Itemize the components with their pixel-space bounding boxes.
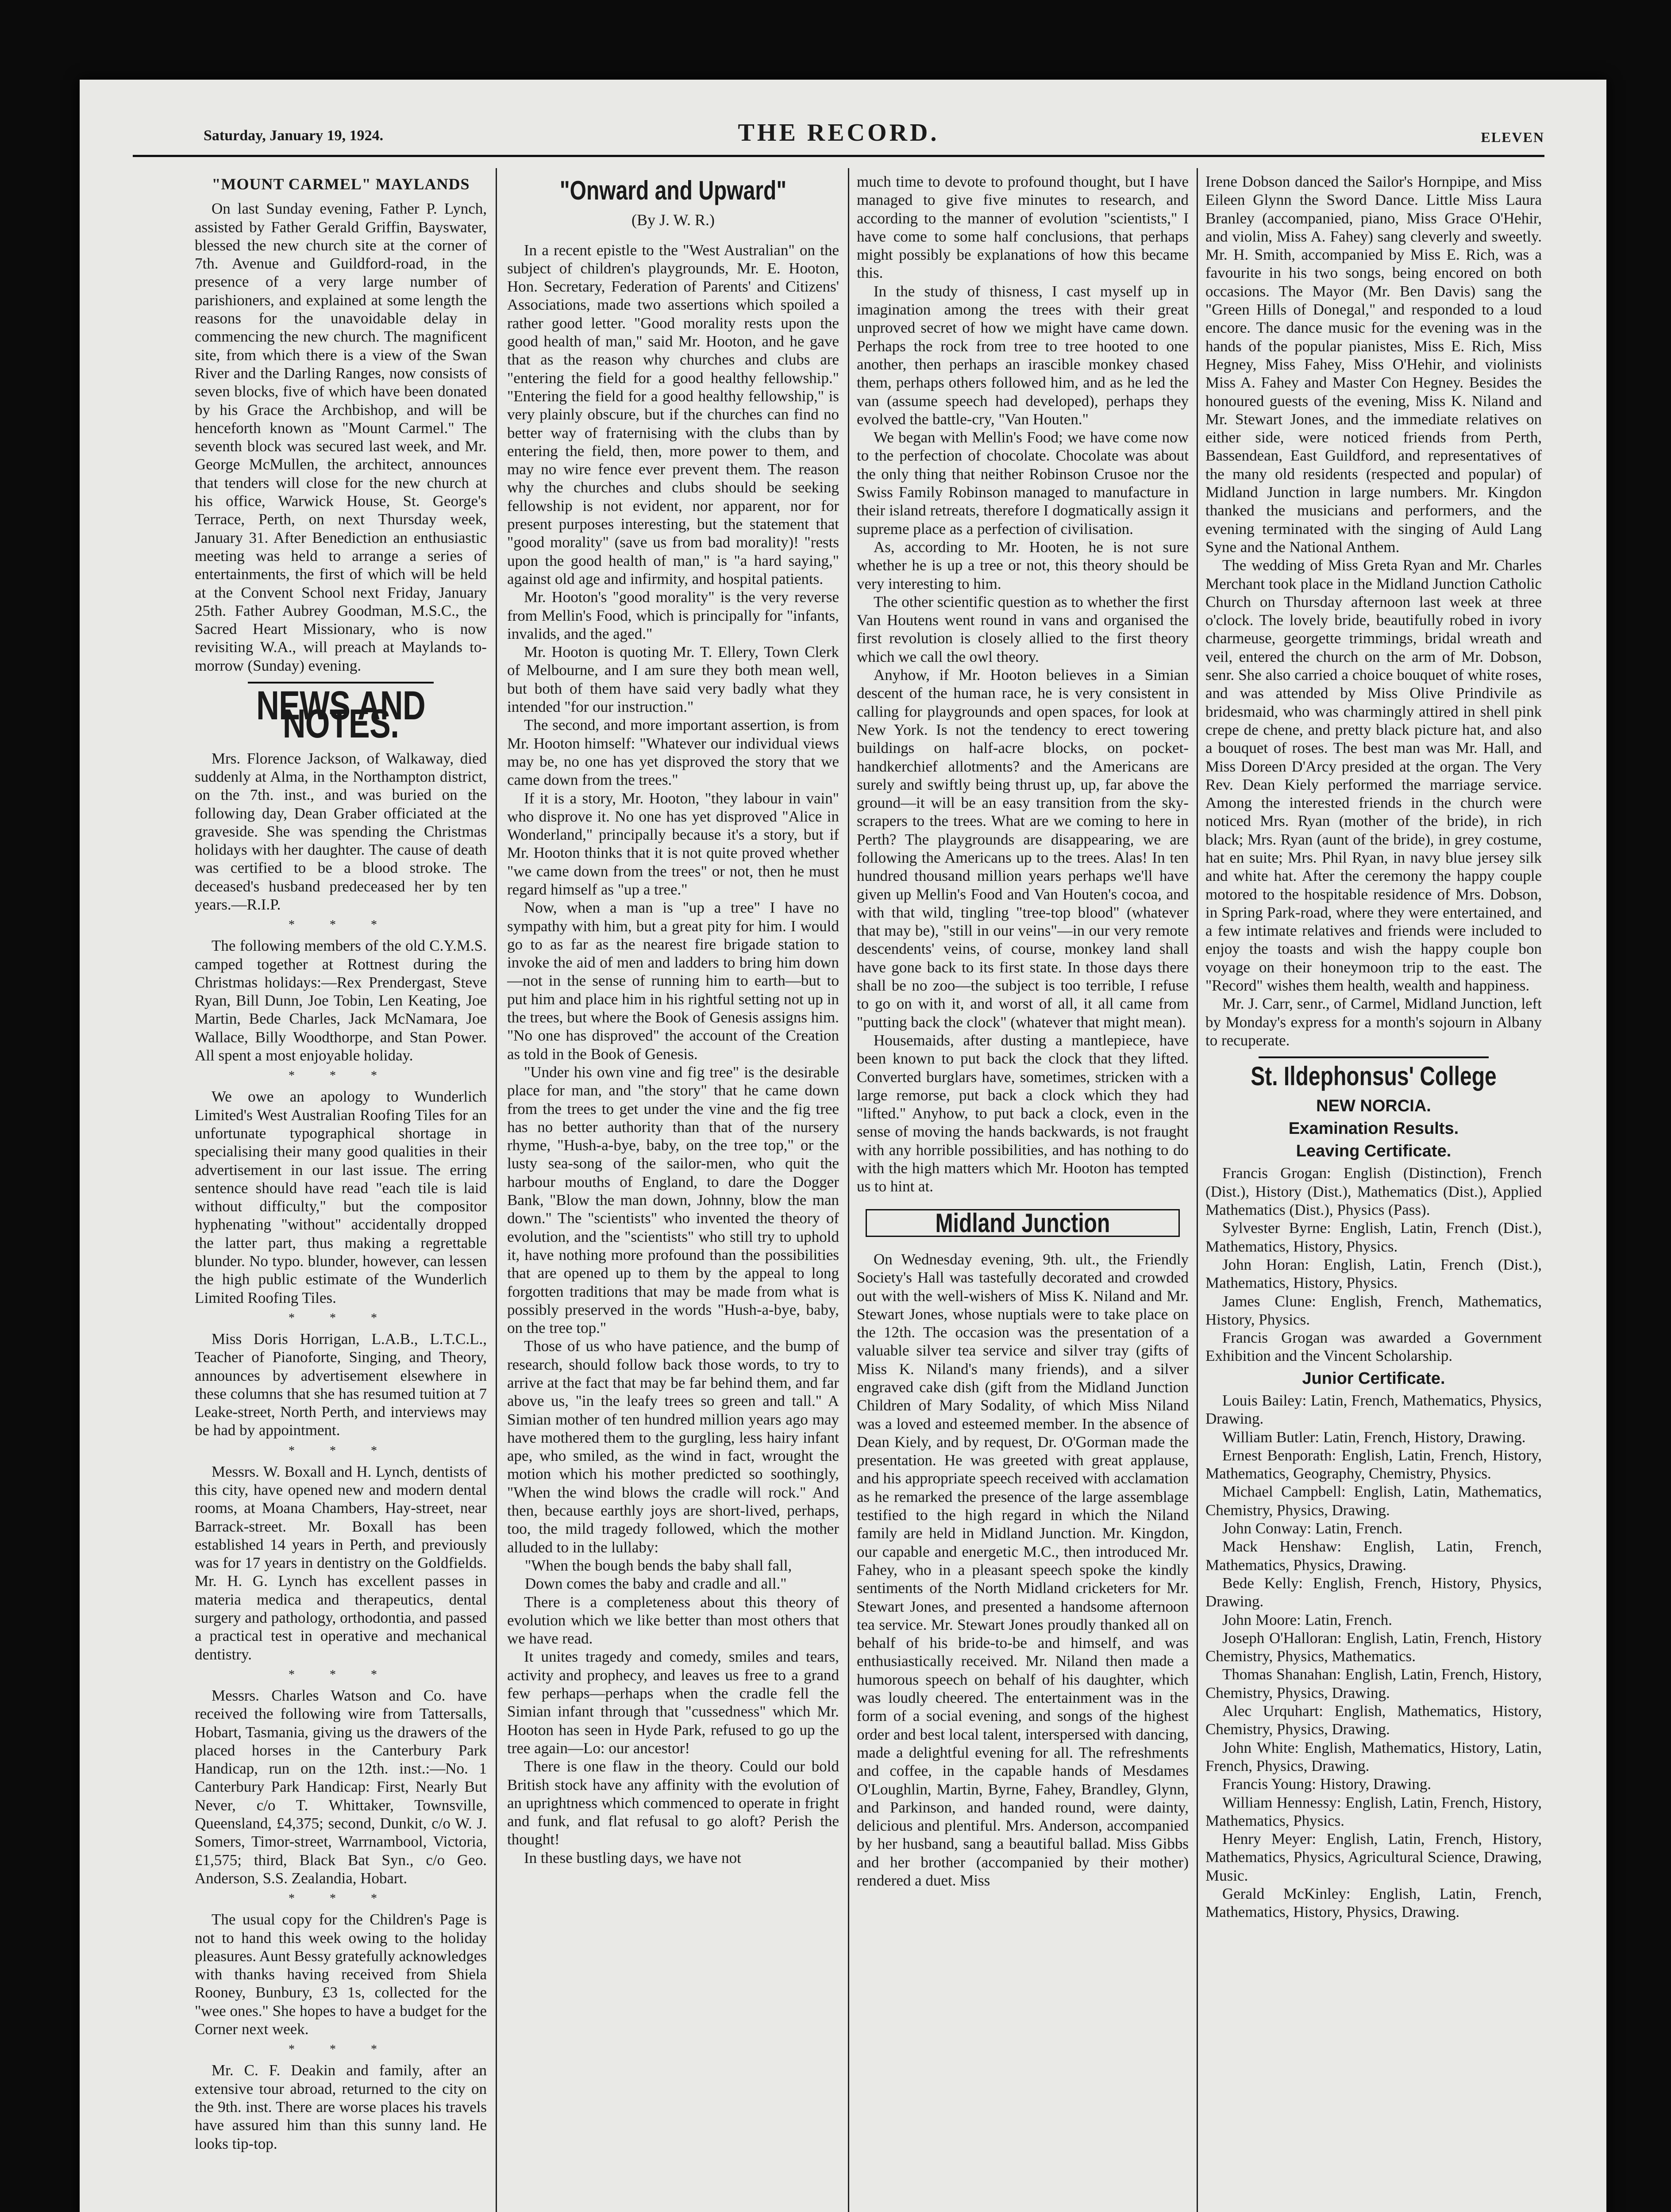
result-entry: Alec Urquhart: English, Mathematics, History, Chemistry, Physics, Drawing. [1205, 1702, 1542, 1738]
result-entry: James Clune: English, French, Mathematics, History, Physics. [1205, 1292, 1542, 1328]
column-3 [857, 173, 1189, 1889]
result-entry: Thomas Shanahan: English, Latin, French, History, Chemistry, Physics, Drawing. [1205, 1666, 1542, 1701]
article-paragraph: Mr. Hooton's "good morality" is the very reverse from Mellin's Food, which is principally for "infants, invalids, and the aged." [507, 588, 839, 642]
masthead [133, 119, 1544, 154]
column-1 [195, 173, 487, 2153]
verse-line: Down comes the baby and cradle and all." [525, 1575, 787, 1593]
column-divider [496, 168, 497, 2212]
article-paragraph: "Under his own vine and fig tree" is the desirable place for man, and "the story" that he came down from the trees to get under the vine and the fig tree has no better authority than that of the nursery rhyme, "Hush-a-bye, baby, on the tree top," or the lusty sea-song of the sailor-men, who quit the harbour mouths of England, to dare the Dogger Bank, "Blow the man down, Johnny, blow the man down." The "scientists" who invented the theory of evolution, and the "scientists" who still try to uphold it, have nothing more profound than the possibilities that are opened up to them by the appeal to long forgotten traditions that may be made from what is possibly preserved in the words "Hush-a-bye, baby, on the tree top." [507, 1063, 839, 1337]
article-paragraph: We began with Mellin's Food; we have come now to the perfection of chocolate. Chocolate was about the only thing that neither Robinson Crusoe nor the Swiss Family Robinson managed to manufacture in their island retreats, therefore I dogmatically assign it supreme place as a perfection of civilisation. [857, 429, 1189, 538]
article-heading-onward-and-upward: "Onward and Upward" [559, 176, 787, 205]
result-entry: John Moore: Latin, French. [1222, 1611, 1392, 1628]
result-entry: Francis Young: History, Drawing. [1222, 1775, 1432, 1793]
newspaper-title: THE RECORD. [738, 119, 939, 146]
article-paragraph: The other scientific question as to whether the first Van Houtens went round in vans and organised the first revolution is closely allied to the first theory which we call the owl theory. [857, 593, 1189, 665]
news-item: Mrs. Florence Jackson, of Walkaway, died suddenly at Alma, in the Northampton district, on the 7th. inst., and was buried on the following day, Dean Graber officiated at the graveside. She was spending the Christmas holidays with her daughter. The cause of death was certified to be a blood stroke. The deceased's husband predeceased her by ten years.—R.I.P. [195, 749, 487, 913]
article-paragraph: In these bustling days, we have not [524, 1849, 741, 1866]
issue-date: Saturday, January 19, 1924. [204, 127, 384, 144]
result-entry: John Conway: Latin, French. [1222, 1520, 1403, 1537]
separator-stars: * * * [289, 1444, 393, 1458]
column-4 [1205, 173, 1542, 1921]
article-paragraph: In a recent epistle to the "West Australian" on the subject of children's playgrounds, Mr. E. Hooton, Hon. Secretary, Federation of Parents' and Citizens' Associations, made two assertions which spoiled a rather good letter. "Good morality rests upon the good health of man," said Mr. Hooton, and he gave that as the reason why churches and clubs are "entering the field for a good healthy fellowship." "Entering the field for a good healthy fellowship," is very plainly obscure, but if the churches can find no better way of fraternising with the clubs than by entering the field, then, more power to them, and may no wire fence ever prevent them. The reason why the churches and clubs should be seeking fellowship is not evident, nor apparent, nor for present purposes interesting, but the statement that "good morality" (save us from bad morality)! "rests upon the good health of man," is "a hard saying," against old age and infirmity, and hospital patients. [507, 241, 839, 588]
article-paragraph: On Wednesday evening, 9th. ult., the Friendly Society's Hall was tastefully decorated and crowded out with the well-wishers of Miss K. Niland and Mr. Stewart Jones, whose nuptials were to take place on the 12th. The occasion was the presentation of a valuable silver tea service and silver tray (gifts of Miss K. Niland's many friends), and a silver engraved cake dish (gift from the Midland Junction Children of Mary Sodality, of which Miss Niland was a loved and esteemed member. In the absence of Dean Kiely, and by request, Dr. O'Gorman made the presentation. He was greeted with great applause, and his appropriate speech received with acclamation as he remarked the presence of the large assemblage testified to the high regard in which the Niland family are held in Midland Junction. Mr. Kingdon, our capable and energetic M.C., then introduced Mr. Fahey, who in a pleasant speech spoke the kindly sentiments of the North Midland cricketers for Mr. Stewart Jones, and presented a handsome afternoon tea service. Mr. Stewart Jones proudly thanked all on behalf of his bride-to-be and himself, and was enthusiastically received. Mr. Niland then made a humorous speech on behalf of his daughter, which was loudly cheered. The entertainment was in the form of a social evening, and songs of the highest order and best local talent, interspersed with dancing, made a delightful evening for all. The refreshments and coffee, in the capable hands of Mesdames O'Loughlin, Martin, Byrne, Fahey, Brandley, Glynn, and Parkinson, and handed round, were dainty, delicious and plentiful. Mrs. Anderson, accompanied by her husband, sang a beautiful ballad. Miss Gibbs and her brother (accompanied by their mother) rendered a duet. Miss [857, 1250, 1189, 1889]
article-paragraph: Mr. Hooton is quoting Mr. T. Ellery, Town Clerk of Melbourne, and I am sure they both mean well, but both of them have said very badly what they intended "for our instruction." [507, 643, 839, 716]
result-entry: William Butler: Latin, French, History, Drawing. [1222, 1428, 1526, 1446]
article-paragraph: Those of us who have patience, and the bump of research, should follow back those words, to try to arrive at the fact that may be far behind them, and far above us, "in the leafy trees so green and tall." A Simian mother of ten hundred million years ago may have mothered them to the gurgling, less hairy infant ape, who smiled, as the wind in fact, wrought the motion which his mother predicted so soothingly, "When the wind blows the cradle will rock." And then, because earthly joys are short-lived, perhaps, too, the mild tragedy followed, which the mother alluded to in the lullaby: [507, 1337, 839, 1556]
result-entry: Mack Henshaw: English, Latin, French, Mathematics, Physics, Drawing. [1205, 1538, 1542, 1574]
article-heading-midland-junction: Midland Junction [935, 1208, 1110, 1238]
result-entry: William Hennessy: English, Latin, French, History, Mathematics, Physics. [1205, 1793, 1542, 1829]
separator-stars: * * * [289, 1667, 393, 1682]
article-heading-mount-carmel: "MOUNT CARMEL" MAYLANDS [212, 175, 470, 193]
verse-line: "When the bough bends the baby shall fall, [525, 1556, 792, 1574]
article-byline: (By J. W. R.) [631, 211, 715, 229]
result-entry: Sylvester Byrne: English, Latin, French (Dist.), Mathematics, History, Physics. [1205, 1219, 1542, 1255]
result-entry: Henry Meyer: English, Latin, French, History, Mathematics, Physics, Agricultural Science, Drawing, Music. [1205, 1830, 1542, 1884]
subheading-location: NEW NORCIA. [1316, 1096, 1431, 1115]
result-entry: Joseph O'Halloran: English, Latin, French, History Chemistry, Physics, Mathematics. [1205, 1629, 1542, 1665]
separator-stars: * * * [289, 1892, 393, 1906]
news-item: The usual copy for the Children's Page is not to hand this week owing to the holiday pleasures. Aunt Bessy gratefully acknowledges with thanks having received from Shiela Rooney, Bunbury, £3 1s, collected for the "wee ones." She hopes to have a budget for the Corner next week. [195, 1911, 487, 2038]
news-item: Miss Doris Horrigan, L.A.B., L.T.C.L., Teacher of Pianoforte, Singing, and Theory, announces by advertisement elsewhere in these columns that she has resumed tuition at 7 Leake-street, North Perth, and interviews may be had by appointment. [195, 1330, 487, 1439]
subheading-leaving-certificate: Leaving Certificate. [1296, 1142, 1452, 1161]
news-item: Messrs. W. Boxall and H. Lynch, dentists of this city, have opened new and modern dental rooms, at Moana Chambers, Hay-street, near Barrack-street. Mr. Boxall has been established 14 years in Perth, and previously was for 17 years in dentistry on the Goldfields. Mr. H. G. Lynch has excellent passes in materia medica and therapeutics, dental surgery and pathology, orthodontia, and passed a practical test in operative and mechanical dentistry. [195, 1463, 487, 1663]
news-item: Mr. C. F. Deakin and family, after an extensive tour abroad, returned to the city on the 9th. inst. There are worse places his travels have assured him than this sunny land. He looks tip-top. [195, 2062, 487, 2152]
article-paragraph: If it is a story, Mr. Hooton, "they labour in vain" who disprove it. No one has yet disproved "Alice in Wonderland," principally because it's a story, but if Mr. Hooton thinks that it is not quite proved whether "we came down from the trees" or not, then he must regard himself as "up a tree." [507, 789, 839, 898]
separator-stars: * * * [289, 1069, 393, 1083]
article-paragraph: There is a completeness about this theory of evolution which we like better than most others that we have read. [507, 1593, 839, 1647]
heading-box [866, 1209, 1180, 1237]
result-entry: John White: English, Mathematics, History, Latin, French, Physics, Drawing. [1205, 1739, 1542, 1774]
article-paragraph: Anyhow, if Mr. Hooton believes in a Simian descent of the human race, he is very consistent in calling for playgrounds and open spaces, for look at New York. Is not the tendency to erect towering buildings on half-acre blocks, on pocket-handkerchief allotments? and the Americans are surely and swiftly being thrust up, up, far above the ground—it will be an easy transition from the sky-scrapers to the trees. What are we coming to here in Perth? The playgrounds are disappearing, we are following the Americans up to the trees. Alas! In ten hundred thousand million years perhaps we'll have given up Mellin's Food and Van Houten's cocoa, and with that wild, tingling "tree-top blood" (whatever that may be), "still in our veins"—in our very remote descendents' veins, of course, monkey land shall have gone back to its first state. In those days there shall be no zoo—the subject is too terrible, I refuse to go on with it, and worst of all, it all came from "putting back the clock" (whatever that might mean). [857, 666, 1189, 1031]
subheading-junior-certificate: Junior Certificate. [1302, 1369, 1445, 1388]
result-entry: Gerald McKinley: English, Latin, French, Mathematics, History, Physics, Drawing. [1205, 1885, 1542, 1921]
article-paragraph: Now, when a man is "up a tree" I have no sympathy with him, but a great pity for him. I would go to as far as the nearest fire brigade station to invoke the aid of men and ladders to bring him down—not in the sense of running him to earth—but to put him and place him in his rightful setting not up in the trees, but where the Book of Genesis assigns him. "No one has disproved" the account of the Creation as told in the Book of Genesis. [507, 899, 839, 1063]
article-paragraph: In the study of thisness, I cast myself up in imagination among the trees with their great unproved secret of how we might have came down. Perhaps the rock from tree to tree hooted to one another, then perhaps an irascible monkey chased them, perhaps others followed him, and as he led the van (assume speech had developed), perhaps they evolved the battle-cry, "Van Houten." [857, 282, 1189, 428]
separator-stars: * * * [289, 918, 393, 932]
separator-stars: * * * [289, 1311, 393, 1325]
article-paragraph: Housemaids, after dusting a mantlepiece, have been known to put back the clock that they lifted. Converted burglars have, sometimes, stricken with a large remorse, put back a clock which they had "lifted." Anyhow, to put back a clock, even in the sense of moving the hands backwards, is not fraught with any horrible possibilities, and has nothing to do with the high matters which Mr. Hooton has tempted us to hint at. [857, 1031, 1189, 1195]
article-paragraph: much time to devote to profound thought, but I have managed to give five minutes to research, and according to the manner of evolution "scientists," I have come to some half conclusions, that perhaps might possibly be explanations of how this became this. [857, 173, 1189, 282]
article-paragraph: On last Sunday evening, Father P. Lynch, assisted by Father Gerald Griffin, Bayswater, blessed the new church site at the corner of 7th. Avenue and Guildford-road, in the presence of a very large number of parishioners, and explained at some length the reasons for the unavoidable delay in commencing the new church. The magnificent site, from which there is a view of the Swan River and the Darling Ranges, now consists of seven blocks, five of which have been donated by his Grace the Archbishop, and will be henceforth known as "Mount Carmel." The seventh block was secured last week, and Mr. George McMullen, the architect, announces that tenders will close for the new church at his office, Warwick House, St. George's Terrace, Perth, on next Thursday week, January 31. After Benediction an enthusiastic meeting was held to arrange a series of entertainments, the first of which will be held at the Convent School next Friday, January 25th. Father Aubrey Goodman, M.S.C., the Sacred Heart Missionary, who is now revisiting W.A., will preach at Maylands to-morrow (Sunday) evening. [195, 200, 487, 674]
masthead-rule [133, 155, 1544, 157]
column-2 [507, 173, 839, 1867]
article-paragraph: There is one flaw in the theory. Could our bold British stock have any affinity with the evolution of an uprightness which commenced to operate in fright and funk, and flat refusal to go aloft? Perish the thought! [507, 1758, 839, 1848]
article-paragraph: It unites tragedy and comedy, smiles and tears, activity and prophecy, and leaves us free to a grand few perhaps—perhaps when the cradle fell the Simian infant through that "cussedness" which Mr. Hooton has seen in Hyde Park, refused to go up the tree again—Lo: our ancestor! [507, 1648, 839, 1757]
news-item: We owe an apology to Wunderlich Limited's West Australian Roofing Tiles for an unfortunate typographical shortage in specialising their many good qualities in their advertisement in our last issue. The erring sentence should have read "each tile is laid without difficulty," but the compositor hyphenating "without" accidentally dropped the latter part, thus making a regrettable blunder. No typo. blunder, however, can lessen the high public estimate of the Wunderlich Limited Roofing Tiles. [195, 1088, 487, 1306]
result-entry: Francis Grogan: English (Distinction), French (Dist.), History (Dist.), Mathematics (Dist.), Applied Mathematics (Dist.), Physics (Pass). [1205, 1164, 1542, 1219]
article-paragraph: The second, and more important assertion, is from Mr. Hooton himself: "Whatever our individual views may be, no one has yet disproved the story that we came down from the trees." [507, 716, 839, 789]
column-divider [1197, 168, 1198, 2212]
news-item: The following members of the old C.Y.M.S. camped together at Rottnest during the Christmas holidays:—Rex Prendergast, Steve Ryan, Bill Dunn, Joe Tobin, Len Keating, Joe Martin, Bede Charles, Jack McNamara, Joe Wallace, Billy Woodthorpe, and Stan Power. All spent a most enjoyable holiday. [195, 937, 487, 1064]
article-paragraph: Irene Dobson danced the Sailor's Hornpipe, and Miss Eileen Glynn the Sword Dance. Little Miss Laura Branley (accompanied, piano, Miss Grace O'Hehir, and violin, Miss A. Fahey) sang cleverly and sweetly. Mr. H. Smith, accompanied by Miss E. Rich, was a favourite in his two songs, being encored on both occasions. The Mayor (Mr. Ben Davis) sang the "Green Hills of Donegal," and responded to a loud encore. The dance music for the evening was in the hands of the popular pianistes, Miss E. Rich, Miss Hegney, Miss Fahey, Miss O'Hehir, and violinists Miss A. Fahey and Master Con Hegney. Besides the honoured guests of the evening, Miss K. Niland and Mr. Stewart Jones, and the immediate relatives on either side, were noticed friends from Perth, Bassendean, East Guildford, and representatives of the many old residents (respected and popular) of Midland Junction in large numbers. Mr. Kingdon thanked the musicians and performers, and the evening terminated with the singing of Auld Lang Syne and the National Anthem. [1205, 173, 1542, 556]
result-entry: Francis Grogan was awarded a Government Exhibition and the Vincent Scholarship. [1205, 1329, 1542, 1365]
result-entry: Bede Kelly: English, French, History, Physics, Drawing. [1205, 1574, 1542, 1610]
separator-stars: * * * [289, 2043, 393, 2057]
section-heading-news-and-notes: NEWS AND NOTES. [256, 683, 425, 747]
result-entry: Michael Campbell: English, Latin, Mathematics, Chemistry, Physics, Drawing. [1205, 1483, 1542, 1519]
page-number: ELEVEN [1481, 129, 1544, 145]
news-item: Messrs. Charles Watson and Co. have received the following wire from Tattersalls, Hobart, Tasmania, giving us the drawers of the placed horses in the Canterbury Park Handicap, run on the 12th. inst.:—No. 1 Canterbury Park Handicap: First, Nearly But Never, c/o T. Whittaker, Townsville, Queensland, £4,375; second, Dunkit, c/o W. J. Somers, Timor-street, Warrnambool, Victoria, £1,575; third, Black Bat Syn., c/o Geo. Anderson, S.S. Zealandia, Hobart. [195, 1686, 487, 1887]
subheading-results: Examination Results. [1288, 1119, 1459, 1138]
column-divider [848, 168, 849, 2212]
article-paragraph: The wedding of Miss Greta Ryan and Mr. Charles Merchant took place in the Midland Junction Catholic Church on Thursday afternoon last week at three o'clock. The lovely bride, beautifully robed in ivory charmeuse, georgette trimmings, bridal wreath and veil, entered the church on the arm of Mr. Dobson, senr. She also carried a choice bouquet of white roses, and was attended by Miss Olive Prindivile as bridesmaid, who was charmingly attired in shell pink crepe de chene, and pretty black picture hat, and also a bouquet of roses. The best man was Mr. Hall, and Miss Doreen D'Arcy presided at the organ. The Very Rev. Dean Kiely performed the marriage service. Among the interested friends in the church were noticed Mrs. Ryan (mother of the bride), in rich black; Mrs. Ryan (aunt of the bride), in grey costume, hat en suite; Mrs. Phil Ryan, in navy blue jersey silk and white hat. After the ceremony the happy couple motored to the hospitable residence of Mrs. Dobson, in Spring Park-road, where they were entertained, and a few intimate relatives and friends were included to enjoy the toasts and wish the happy couple bon voyage on their honeymoon trip to the east. The "Record" wishes them health, wealth and happiness. [1205, 557, 1542, 995]
result-entry: Louis Bailey: Latin, French, Mathematics, Physics, Drawing. [1205, 1392, 1542, 1428]
result-entry: John Horan: English, Latin, French (Dist.), Mathematics, History, Physics. [1205, 1256, 1542, 1292]
article-paragraph: As, according to Mr. Hooten, he is not sure whether he is up a tree or not, this theory should be very interesting to him. [857, 538, 1189, 592]
article-paragraph: Mr. J. Carr, senr., of Carmel, Midland Junction, left by Monday's express for a month's sojourn in Albany to recuperate. [1205, 995, 1542, 1049]
article-heading-st-ildephonsus-college: St. Ildephonsus' College [1251, 1061, 1497, 1091]
result-entry: Ernest Benporath: English, Latin, French, History, Mathematics, Geography, Chemistry, Physics. [1205, 1446, 1542, 1482]
section-divider [1259, 1056, 1489, 1058]
